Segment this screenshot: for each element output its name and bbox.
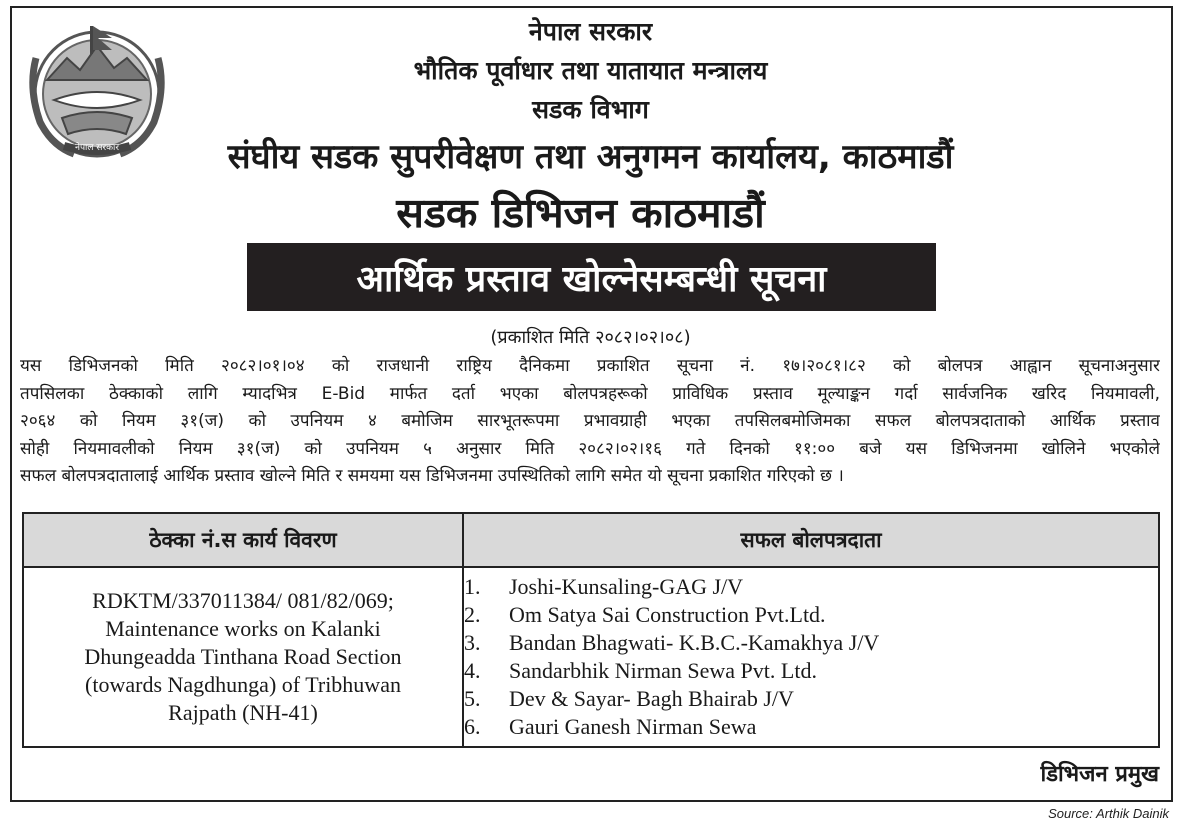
bidder-number: 2. [464, 602, 481, 627]
notice-body-line: यस डिभिजनको मिति २०८२।०१।०४ को राजधानी राष्ट्रिय दैनिकमा प्रकाशित सूचना नं. १७।२०८१।८२ को बोलपत्र आह्वान सूचनाअनुसार [20, 356, 1160, 376]
published-date: (प्रकाशित मिति २०८२।०२।०८) [490, 327, 691, 348]
bidder-number: 3. [464, 630, 481, 655]
bidder-name: Bandan Bhagwati- K.B.C.-Kamakhya J/V [509, 630, 880, 655]
notice-title: आर्थिक प्रस्ताव खोल्नेसम्बन्धी सूचना [247, 243, 936, 311]
header-ministry: भौतिक पूर्वाधार तथा यातायात मन्त्रालय [413, 56, 768, 85]
bidder-number: 4. [464, 658, 481, 683]
contract-line: Maintenance works on Kalanki [105, 616, 381, 641]
emblem-text: नेपाल सरकार [74, 143, 120, 153]
bidder-name: Sandarbhik Nirman Sewa Pvt. Ltd. [509, 658, 817, 683]
contract-line: Rajpath (NH-41) [168, 700, 318, 725]
list-item [464, 629, 1158, 657]
notice-body-line: सफल बोलपत्रदातालाई आर्थिक प्रस्ताव खोल्ने मिति र समयमा यस डिभिजनमा उपस्थितिको लागि समेत यो सूचना प्रकाशित गरिएको छ । [20, 466, 844, 486]
bidders-table [22, 512, 1160, 748]
contract-line: (towards Nagdhunga) of Tribhuwan [85, 672, 401, 697]
col-contract-header: ठेक्का नं.स कार्य विवरण [23, 513, 463, 567]
table-row [23, 567, 1159, 747]
bidder-number: 6. [464, 714, 481, 739]
contract-line: Dhungeadda Tinthana Road Section [84, 644, 402, 669]
contract-line: RDKTM/337011384/ 081/82/069; [92, 588, 394, 613]
list-item [464, 573, 1158, 601]
list-item [464, 685, 1158, 713]
bidder-name: Gauri Ganesh Nirman Sewa [509, 714, 757, 739]
bidder-name: Joshi-Kunsaling-GAG J/V [509, 574, 744, 599]
header-office: संघीय सडक सुपरीवेक्षण तथा अनुगमन कार्यालय, काठमाडौं [227, 137, 954, 177]
notice-body [20, 353, 1160, 491]
source-credit: Source: Arthik Dainik [1048, 806, 1169, 821]
bidder-number: 1. [464, 574, 481, 599]
notice-body-line: २०६४ को नियम ३१(ज) को उपनियम ४ बमोजिम सारभूतरूपमा प्रभावग्राही भएका तपसिलबमोजिमका सफल बोलपत्रदाताको आर्थिक प्रस्ताव [20, 411, 1160, 431]
notice-body-line: तपसिलका ठेक्काको लागि म्यादभित्र E-Bid मार्फत दर्ता भएका बोलपत्रहरूको प्राविधिक प्रस्ताव मूल्याङ्कन गर्दा सार्वजनिक खरिद नियमावली, [20, 383, 1160, 404]
header-government: नेपाल सरकार [528, 17, 653, 46]
list-item [464, 601, 1158, 629]
header-division: सडक डिभिजन काठमाडौं [396, 189, 765, 237]
bidder-list [463, 567, 1159, 747]
bidder-number: 5. [464, 686, 481, 711]
contract-description [23, 567, 463, 747]
signature-division-chief: डिभिजन प्रमुख [1040, 762, 1159, 787]
table-header-row [23, 513, 1159, 567]
bidder-name: Dev & Sayar- Bagh Bhairab J/V [509, 686, 794, 711]
notice-body-line: सोही नियमावलीको नियम ३१(ज) को उपनियम ५ अनुसार मिति २०८२।०२।१६ गते दिनको ११:०० बजे यस डिभिजनमा खोलिने भएकोले [20, 438, 1160, 459]
col-bidder-header: सफल बोलपत्रदाता [463, 513, 1159, 567]
header-department: सडक विभाग [532, 95, 649, 124]
list-item [464, 657, 1158, 685]
bidder-name: Om Satya Sai Construction Pvt.Ltd. [509, 602, 826, 627]
list-item [464, 713, 1158, 741]
